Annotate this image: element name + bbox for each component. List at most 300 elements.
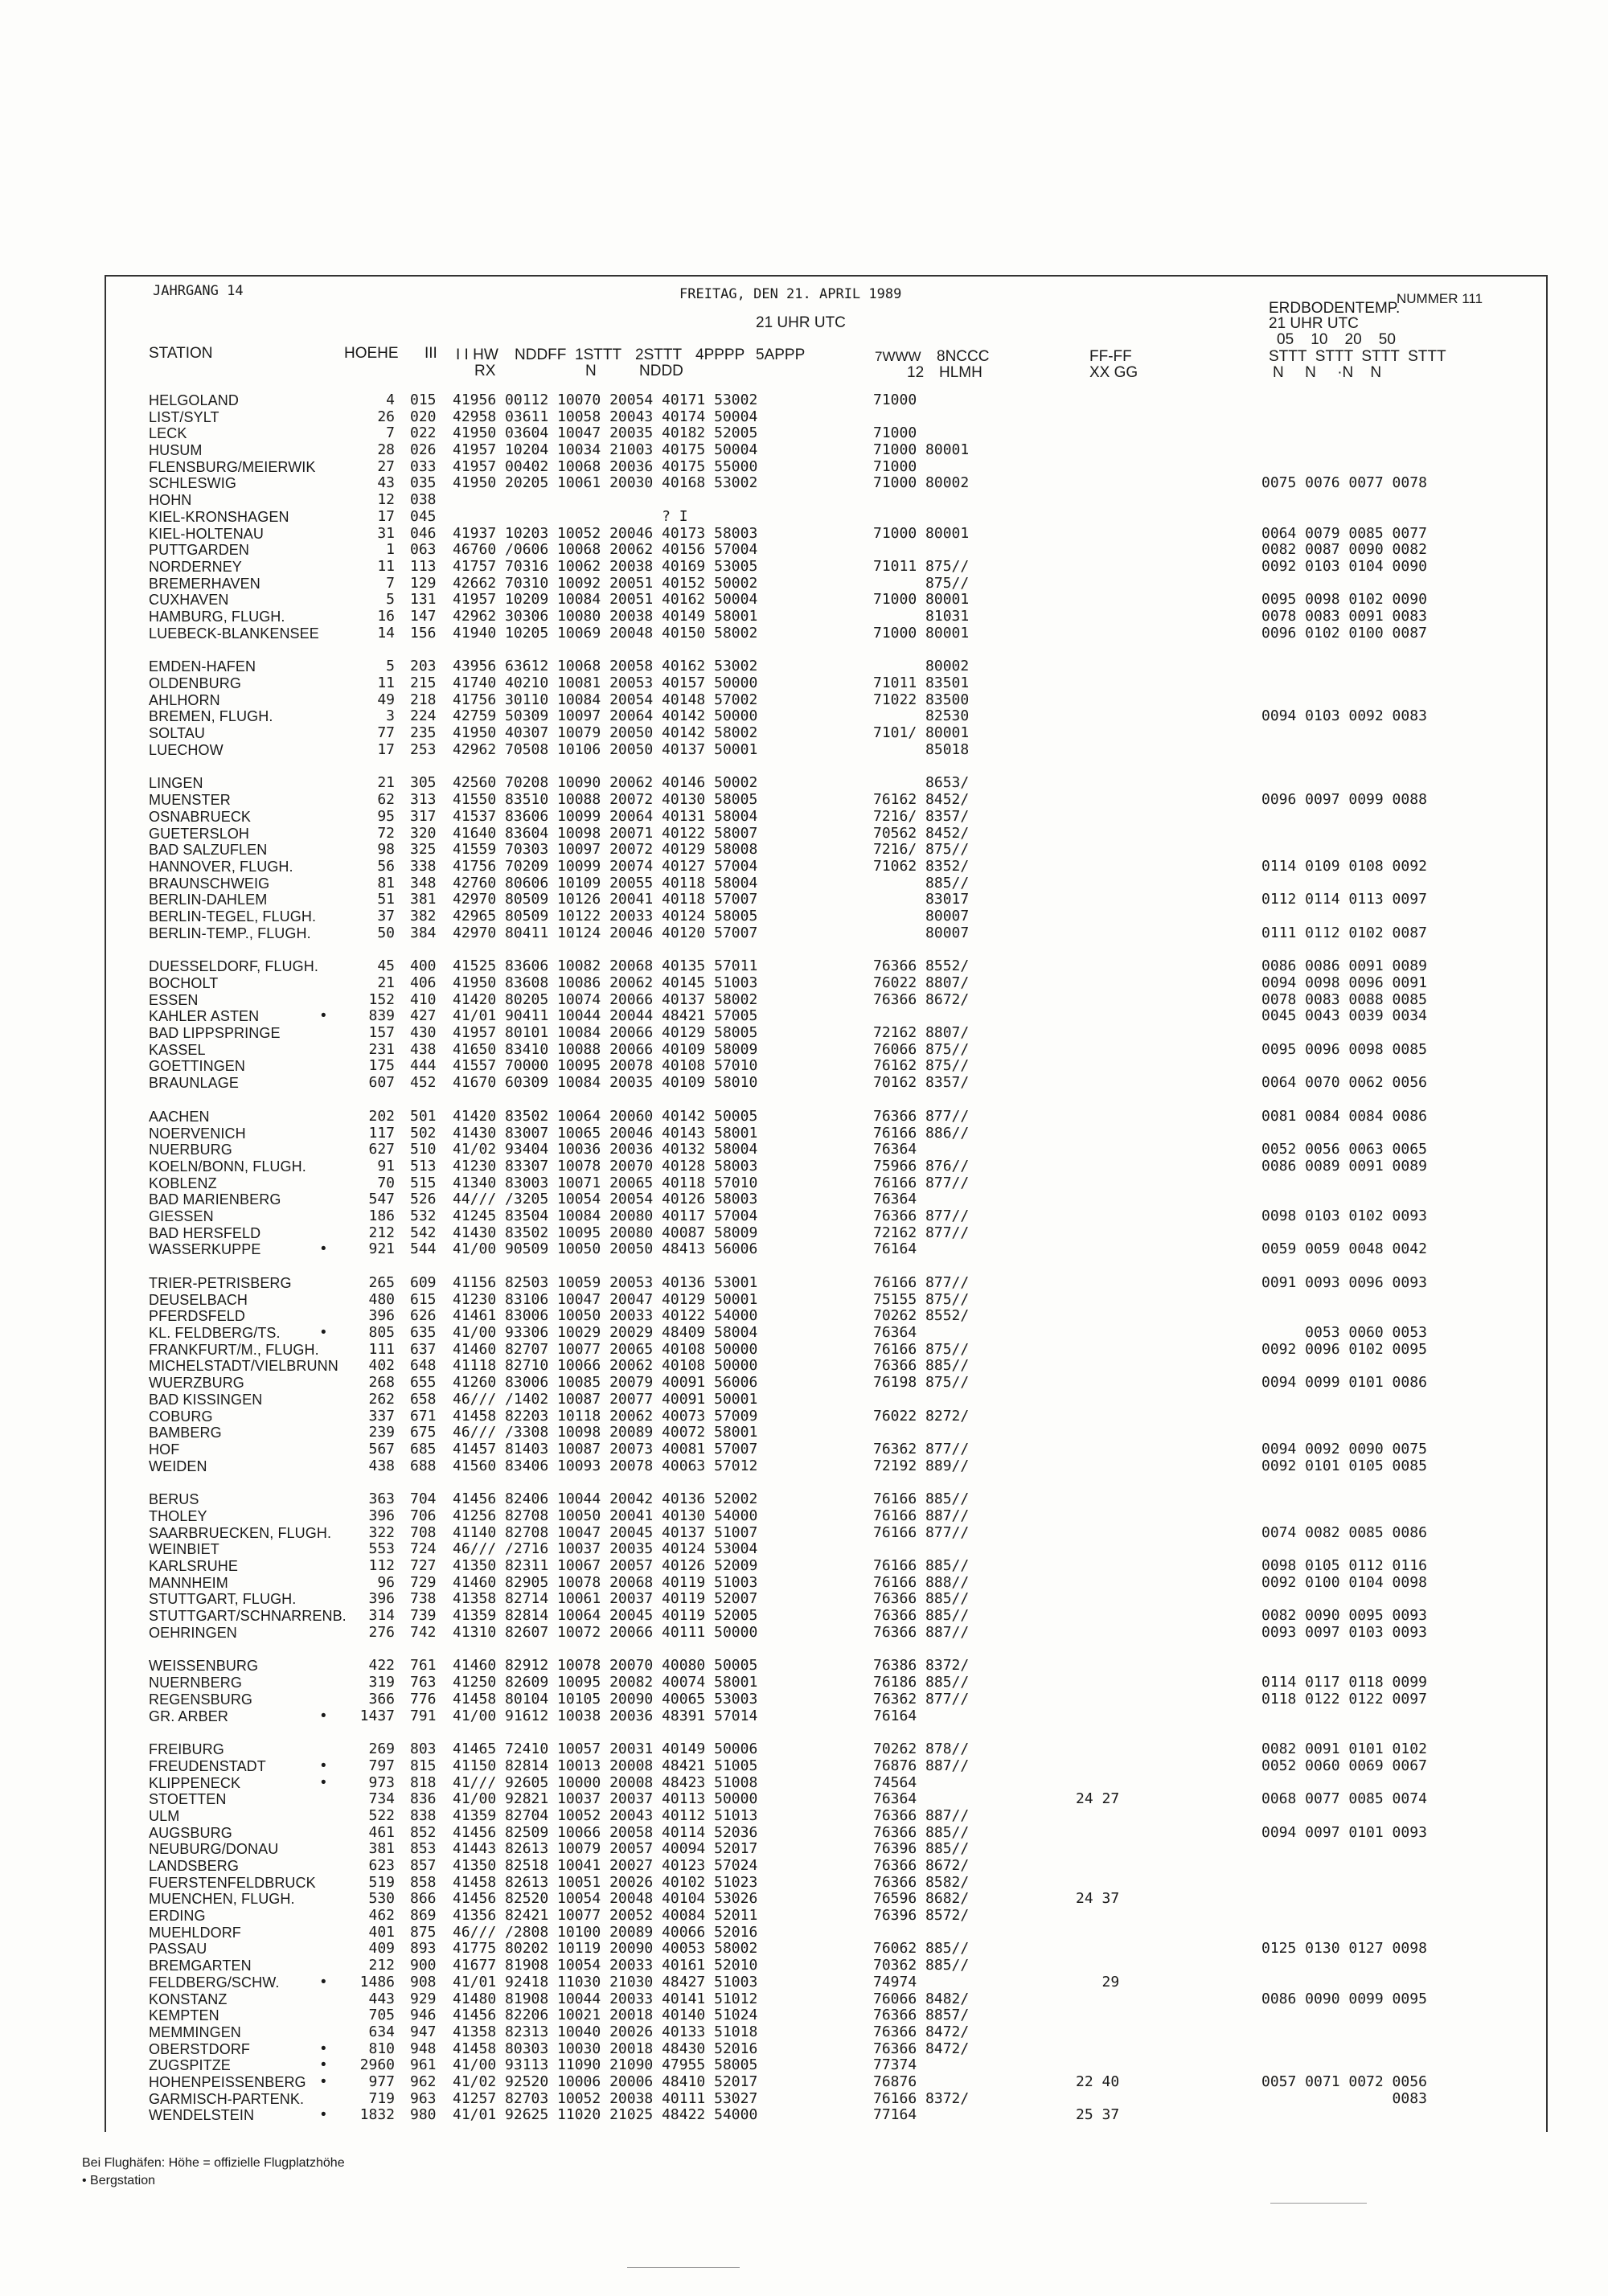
weather-cloud-groups: 76366 885// [873,1607,970,1625]
synop-groups: 41458 82613 10051 20026 40102 51023 [453,1873,758,1891]
weather-cloud-groups: 76162 875// [873,1057,970,1075]
synop-groups: 41358 82313 10040 20026 40133 51018 [453,2023,758,2040]
station-height: 31 [377,524,395,542]
issue-number: NUMMER 111 [1397,291,1483,306]
weather-cloud-groups: 76366 8582/ [873,1873,970,1891]
synop-groups: 41356 82421 10077 20052 40084 52011 [453,1907,758,1925]
station-height: 810 [368,2040,395,2057]
soil-temperatures: 0094 0098 0096 0091 [1261,974,1427,991]
weather-cloud-groups: 7101/ 80001 [873,724,970,742]
table-row [149,1891,1532,1908]
station-height: 111 [368,1340,395,1358]
weather-cloud-groups: 71000 80001 [873,441,970,459]
synop-groups: 41/02 92520 10006 20006 48410 52017 [453,2073,758,2090]
col-n: N N ·N N [1273,364,1382,381]
station-name: BERUS [149,1491,199,1508]
synop-groups: 41740 40210 10081 20053 40157 50000 [453,674,758,691]
table-row [149,809,1532,826]
soil-temperatures: 0057 0071 0072 0056 [1261,2073,1427,2090]
station-index: 791 [410,1707,437,1724]
station-height: 21 [377,974,395,991]
table-row [149,1109,1532,1125]
group-spacer [149,1474,1532,1491]
station-index: 869 [410,1907,437,1925]
station-index: 852 [410,1823,437,1841]
synop-groups: 41/02 93404 10036 20036 40132 58004 [453,1141,758,1158]
group-spacer [149,642,1532,658]
station-index: 763 [410,1674,437,1691]
station-index: 147 [410,607,437,625]
synop-groups: 46/// /3308 10098 20089 40072 58001 [453,1424,758,1441]
weather-cloud-groups: 80007 [873,924,970,941]
station-index: 038 [410,491,437,509]
station-name: KASSEL [149,1041,206,1058]
station-index: 438 [410,1040,437,1058]
station-name: LECK [149,425,187,442]
station-name: BERLIN-TEGEL, FLUGH. [149,908,317,925]
synop-groups: 41557 70000 10095 20078 40108 57010 [453,1057,758,1075]
station-name: LINGEN [149,775,203,792]
synop-groups: ? I [453,507,688,525]
station-name: GOETTINGEN [149,1058,246,1075]
weather-cloud-groups: 71000 80002 [873,474,970,492]
station-name: SCHLESWIG [149,475,236,492]
synop-groups: 41150 82814 10013 20008 48421 51005 [453,1757,758,1774]
table-row [149,1042,1532,1059]
soil-temperatures: 0114 0117 0118 0099 [1261,1674,1427,1691]
station-table [149,392,1532,2124]
station-name: BREMEN, FLUGH. [149,708,273,725]
weather-cloud-groups: 77374 [873,2056,917,2074]
group-spacer [149,1092,1532,1109]
weather-cloud-groups: 76166 888// [873,1573,970,1591]
station-name: BOCHOLT [149,975,219,991]
station-height: 530 [368,1890,395,1908]
weather-cloud-groups: 71000 [873,457,917,475]
erdboden-utc: 21 UHR UTC [1269,315,1359,332]
station-index: 022 [410,424,437,442]
weather-cloud-groups: 76366 8552/ [873,957,970,975]
station-height: 2960 [359,2056,395,2074]
station-height: 396 [368,1307,395,1325]
synop-groups: 41458 82203 10118 20062 40073 57009 [453,1407,758,1425]
synop-groups: 41456 82206 10021 20018 40140 51024 [453,2007,758,2024]
station-name: KOELN/BONN, FLUGH. [149,1158,306,1175]
synop-groups: 41420 83502 10064 20060 40142 50005 [453,1107,758,1125]
station-name: MUENSTER [149,792,231,809]
station-height: 17 [377,507,395,525]
station-height: 623 [368,1857,395,1874]
station-index: 253 [410,740,437,758]
table-row [149,1208,1532,1225]
table-row [149,1275,1532,1292]
synop-groups: 41245 83504 10084 20080 40117 57004 [453,1207,758,1224]
station-index: 444 [410,1057,437,1075]
station-name: PASSAU [149,1941,207,1958]
station-name: AACHEN [149,1108,210,1125]
station-index: 410 [410,990,437,1008]
weather-cloud-groups: 76366 877// [873,1207,970,1224]
weather-cloud-groups: 76362 877// [873,1690,970,1708]
station-height: 480 [368,1290,395,1308]
station-name: HOHENPEISSENBERG [149,2073,306,2090]
station-name: BAD SALZUFLEN [149,842,268,859]
utc-label: 21 UHR UTC [756,314,846,331]
weather-cloud-groups: 71011 875// [873,557,970,575]
col-8nccc: 8NCCC [937,348,990,365]
table-row [149,1808,1532,1825]
station-name: KAHLER ASTEN [149,1008,260,1025]
table-row [149,1658,1532,1675]
synop-groups: 41/01 92418 11030 21030 48427 51003 [453,1973,758,1991]
station-index: 033 [410,457,437,475]
weather-cloud-groups: 76166 885// [873,1557,970,1574]
synop-groups: 41950 20205 10061 20030 40168 53002 [453,474,758,492]
wind-peak: 29 [1076,1973,1120,1991]
station-height: 175 [368,1057,395,1075]
synop-groups: 41156 82503 10059 20053 40136 53001 [453,1274,758,1291]
station-index: 317 [410,807,437,825]
station-name: WASSERKUPPE [149,1241,261,1258]
date-label: FREITAG, DEN 21. APRIL 1989 [679,286,902,302]
footer-note-height: Bei Flughäfen: Höhe = offizielle Flugplatzhöhe [82,2156,345,2170]
station-height: 17 [377,740,395,758]
col-1sttt-n: N [585,363,597,379]
station-height: 45 [377,957,395,975]
wind-peak: 22 40 [1076,2073,1120,2090]
group-spacer [149,1258,1532,1275]
station-index: 400 [410,957,437,975]
station-height: 553 [368,1540,395,1558]
station-height: 547 [368,1191,395,1208]
table-row [149,592,1532,609]
station-height: 152 [368,990,395,1008]
station-height: 11 [377,557,395,575]
weather-cloud-groups: 75966 876// [873,1157,970,1175]
station-index: 724 [410,1540,437,1558]
synop-groups: 41359 82814 10064 20045 40119 52005 [453,1607,758,1625]
soil-temperatures: 0082 0090 0095 0093 [1261,1607,1427,1625]
col-station: STATION [149,345,213,362]
soil-temperatures: 0096 0102 0100 0087 [1261,624,1427,642]
station-height: 839 [368,1007,395,1025]
station-name: ESSEN [149,991,199,1008]
weather-cloud-groups: 76022 8272/ [873,1407,970,1425]
synop-groups: 46/// /1402 10087 20077 40091 50001 [453,1390,758,1408]
table-row [149,2057,1532,2074]
station-index: 224 [410,707,437,725]
synop-groups: 41260 83006 10085 20079 40091 56006 [453,1374,758,1392]
station-index: 838 [410,1806,437,1824]
table-row [149,475,1532,492]
station-index: 738 [410,1590,437,1608]
synop-groups: 46/// /2808 10100 20089 40066 52016 [453,1923,758,1941]
soil-temperatures: 0092 0100 0104 0098 [1261,1573,1427,1591]
mountain-marker: • [321,1707,326,1724]
soil-temperatures: 0095 0096 0098 0085 [1261,1040,1427,1058]
soil-temperatures: 0082 0091 0101 0102 [1261,1740,1427,1758]
table-row [149,1175,1532,1192]
station-height: 51 [377,891,395,908]
station-name: HOHN [149,492,192,509]
synop-groups: 41256 82708 10050 20041 40130 54000 [453,1507,758,1524]
table-row [149,742,1532,759]
station-name: TRIER-PETRISBERG [149,1275,292,1291]
table-row [149,609,1532,625]
station-height: 276 [368,1623,395,1641]
station-height: 409 [368,1940,395,1958]
table-row [149,1974,1532,1991]
station-index: 658 [410,1390,437,1408]
station-name: WENDELSTEIN [149,2107,255,2124]
table-row [149,1541,1532,1558]
wind-peak: 25 37 [1076,2106,1120,2124]
station-height: 117 [368,1124,395,1142]
station-height: 402 [368,1357,395,1375]
mountain-marker: • [321,1240,326,1258]
station-height: 70 [377,1174,395,1191]
synop-groups: 42962 70508 10106 20050 40137 50001 [453,740,758,758]
table-row [149,576,1532,592]
station-height: 1437 [359,1707,395,1724]
table-row [149,2091,1532,2108]
station-index: 900 [410,1957,437,1974]
mountain-marker: • [321,2106,326,2124]
synop-groups: 41537 83606 10099 20064 40131 58004 [453,807,758,825]
synop-groups: 41430 83007 10065 20046 40143 58001 [453,1124,758,1142]
station-height: 719 [368,2089,395,2107]
table-row [149,1591,1532,1608]
station-name: SAARBRUECKEN, FLUGH. [149,1524,332,1541]
station-index: 858 [410,1873,437,1891]
station-height: 77 [377,724,395,742]
weather-cloud-groups: 80002 [873,658,970,675]
weather-cloud-groups: 71022 83500 [873,691,970,708]
station-name: LIST/SYLT [149,408,219,425]
station-height: 262 [368,1390,395,1408]
col-rx: RX [474,363,496,379]
station-index: 675 [410,1424,437,1441]
table-row [149,1758,1532,1775]
col-ffff: FF-FF [1089,348,1132,365]
station-name: ZUGSPITZE [149,2057,231,2074]
col-hoehe: HOEHE [344,345,399,362]
station-index: 129 [410,574,437,592]
station-index: 406 [410,974,437,991]
station-height: 81 [377,874,395,892]
synop-groups: 41940 10205 10069 20048 40150 58002 [453,624,758,642]
station-name: HAMBURG, FLUGH. [149,608,285,625]
synop-groups: 46760 /0606 10068 20062 40156 57004 [453,541,758,559]
station-index: 729 [410,1573,437,1591]
synop-groups: 41350 82311 10067 20057 40126 52009 [453,1557,758,1574]
station-index: 947 [410,2023,437,2040]
wind-peak: 24 37 [1076,1890,1120,1908]
table-row [149,658,1532,675]
synop-groups: 41775 80202 10119 20090 40053 58002 [453,1940,758,1958]
table-row [149,2107,1532,2124]
table-row [149,425,1532,442]
weather-cloud-groups: 71000 80001 [873,624,970,642]
station-height: 96 [377,1573,395,1591]
station-index: 131 [410,591,437,609]
weather-cloud-groups: 76166 887// [873,1507,970,1524]
table-row [149,1491,1532,1508]
soil-temperatures: 0052 0056 0063 0065 [1261,1141,1427,1158]
synop-groups: 41/01 92625 11020 21025 48422 54000 [453,2106,758,2124]
soil-temperatures: 0075 0076 0077 0078 [1261,474,1427,492]
wind-peak: 24 27 [1076,1790,1120,1808]
station-height: 396 [368,1590,395,1608]
scan-mark [627,2267,740,2268]
table-row [149,975,1532,992]
weather-cloud-groups: 76364 [873,1141,917,1158]
table-row [149,1292,1532,1309]
col-5appp: 5APPP [756,346,806,363]
weather-cloud-groups: 70262 878// [873,1740,970,1758]
station-height: 231 [368,1040,395,1058]
weather-cloud-groups: 76364 [873,1324,917,1342]
soil-temperatures: 0094 0103 0092 0083 [1261,707,1427,725]
weather-cloud-groups: 76366 887// [873,1623,970,1641]
station-height: 734 [368,1790,395,1808]
synop-groups: 44/// /3205 10054 20054 40126 58003 [453,1191,758,1208]
station-height: 98 [377,841,395,859]
group-spacer [149,1641,1532,1658]
station-name: ERDING [149,1908,206,1925]
station-name: WEISSENBURG [149,1658,259,1675]
soil-temperatures: 0078 0083 0091 0083 [1261,607,1427,625]
station-height: 634 [368,2023,395,2040]
synop-groups: 41456 82520 10054 20048 40104 53026 [453,1890,758,1908]
station-name: OEHRINGEN [149,1624,237,1641]
weather-cloud-groups: 71062 8352/ [873,857,970,875]
synop-groups: 41956 00112 10070 20054 40171 53002 [453,392,758,408]
station-index: 963 [410,2089,437,2107]
table-row [149,1941,1532,1958]
station-name: DUESSELDORF, FLUGH. [149,958,318,975]
weather-cloud-groups: 76166 886// [873,1124,970,1142]
table-row [149,892,1532,908]
weather-cloud-groups: 71000 [873,392,917,408]
soil-temperatures: 0091 0093 0096 0093 [1261,1274,1427,1291]
table-row [149,559,1532,576]
station-name: OSNABRUECK [149,808,252,825]
weather-cloud-groups: 71011 83501 [873,674,970,691]
synop-groups: 46/// /2716 10037 20035 40124 53004 [453,1540,758,1558]
synop-groups: 41/00 93306 10029 20029 48409 58004 [453,1324,758,1342]
station-index: 704 [410,1490,437,1508]
station-index: 908 [410,1973,437,1991]
station-height: 366 [368,1690,395,1708]
station-name: KL. FELDBERG/TS. [149,1325,281,1342]
table-row [149,1625,1532,1642]
soil-temperatures: 0078 0083 0088 0085 [1261,990,1427,1008]
synop-groups: 41/00 92821 10037 20037 40113 50000 [453,1790,758,1808]
table-row [149,908,1532,925]
table-row [149,1908,1532,1925]
weather-cloud-groups: 74564 [873,1773,917,1791]
station-name: GIESSEN [149,1207,214,1224]
synop-groups: 42560 70208 10090 20062 40146 50002 [453,774,758,792]
station-index: 035 [410,474,437,492]
soil-temperatures: 0112 0114 0113 0097 [1261,891,1427,908]
station-index: 875 [410,1923,437,1941]
station-index: 532 [410,1207,437,1224]
station-height: 37 [377,907,395,925]
station-name: OLDENBURG [149,675,241,691]
station-height: 973 [368,1773,395,1791]
synop-groups: 41650 83410 10088 20066 40109 58009 [453,1040,758,1058]
soil-temperatures: 0052 0060 0069 0067 [1261,1757,1427,1774]
station-height: 12 [377,491,395,509]
synop-groups: 41559 70303 10097 20072 40129 58008 [453,841,758,859]
mountain-marker: • [321,1757,326,1774]
table-row [149,925,1532,942]
table-row [149,1375,1532,1392]
station-height: 43 [377,474,395,492]
station-index: 215 [410,674,437,691]
station-height: 95 [377,807,395,825]
weather-cloud-groups: 76876 887// [873,1757,970,1774]
station-height: 4 [386,392,395,408]
table-row [149,625,1532,642]
table-row [149,542,1532,559]
synop-groups: 41/00 93113 11090 21090 47955 58005 [453,2056,758,2074]
station-name: WEINBIET [149,1541,219,1558]
station-height: 27 [377,457,395,475]
station-index: 929 [410,1990,437,2007]
table-row [149,875,1532,892]
station-height: 202 [368,1107,395,1125]
station-name: FREUDENSTADT [149,1757,266,1774]
table-row [149,1575,1532,1592]
jahrgang-label: JAHRGANG 14 [153,283,244,299]
synop-groups: 41950 03604 10047 20035 40182 52005 [453,424,758,442]
station-index: 156 [410,624,437,642]
station-index: 513 [410,1157,437,1175]
station-height: 396 [368,1507,395,1524]
station-index: 203 [410,658,437,675]
weather-cloud-groups: 76366 885// [873,1357,970,1375]
table-row [149,2041,1532,2058]
synop-groups: 41457 81403 10087 20073 40081 57007 [453,1440,758,1458]
synop-groups: 41230 83106 10047 20047 40129 50001 [453,1290,758,1308]
station-index: 626 [410,1307,437,1325]
station-height: 239 [368,1424,395,1441]
station-name: KONSTANZ [149,1991,228,2007]
table-row [149,826,1532,843]
station-index: 526 [410,1191,437,1208]
weather-cloud-groups: 76364 [873,1191,917,1208]
col-12: 12 [907,364,925,381]
station-height: 1486 [359,1973,395,1991]
station-height: 337 [368,1407,395,1425]
station-index: 615 [410,1290,437,1308]
station-height: 7 [386,424,395,442]
station-index: 218 [410,691,437,708]
station-name: BRAUNLAGE [149,1075,239,1092]
mountain-marker: • [321,1007,326,1025]
station-height: 314 [368,1607,395,1625]
table-row [149,1308,1532,1325]
station-index: 948 [410,2040,437,2057]
mountain-marker: • [321,2073,326,2090]
soil-temperatures: 0068 0077 0085 0074 [1261,1790,1427,1808]
weather-cloud-groups: 76362 877// [873,1440,970,1458]
soil-temperatures: 0053 0060 0053 [1261,1324,1427,1342]
weather-cloud-groups: 85018 [873,740,970,758]
